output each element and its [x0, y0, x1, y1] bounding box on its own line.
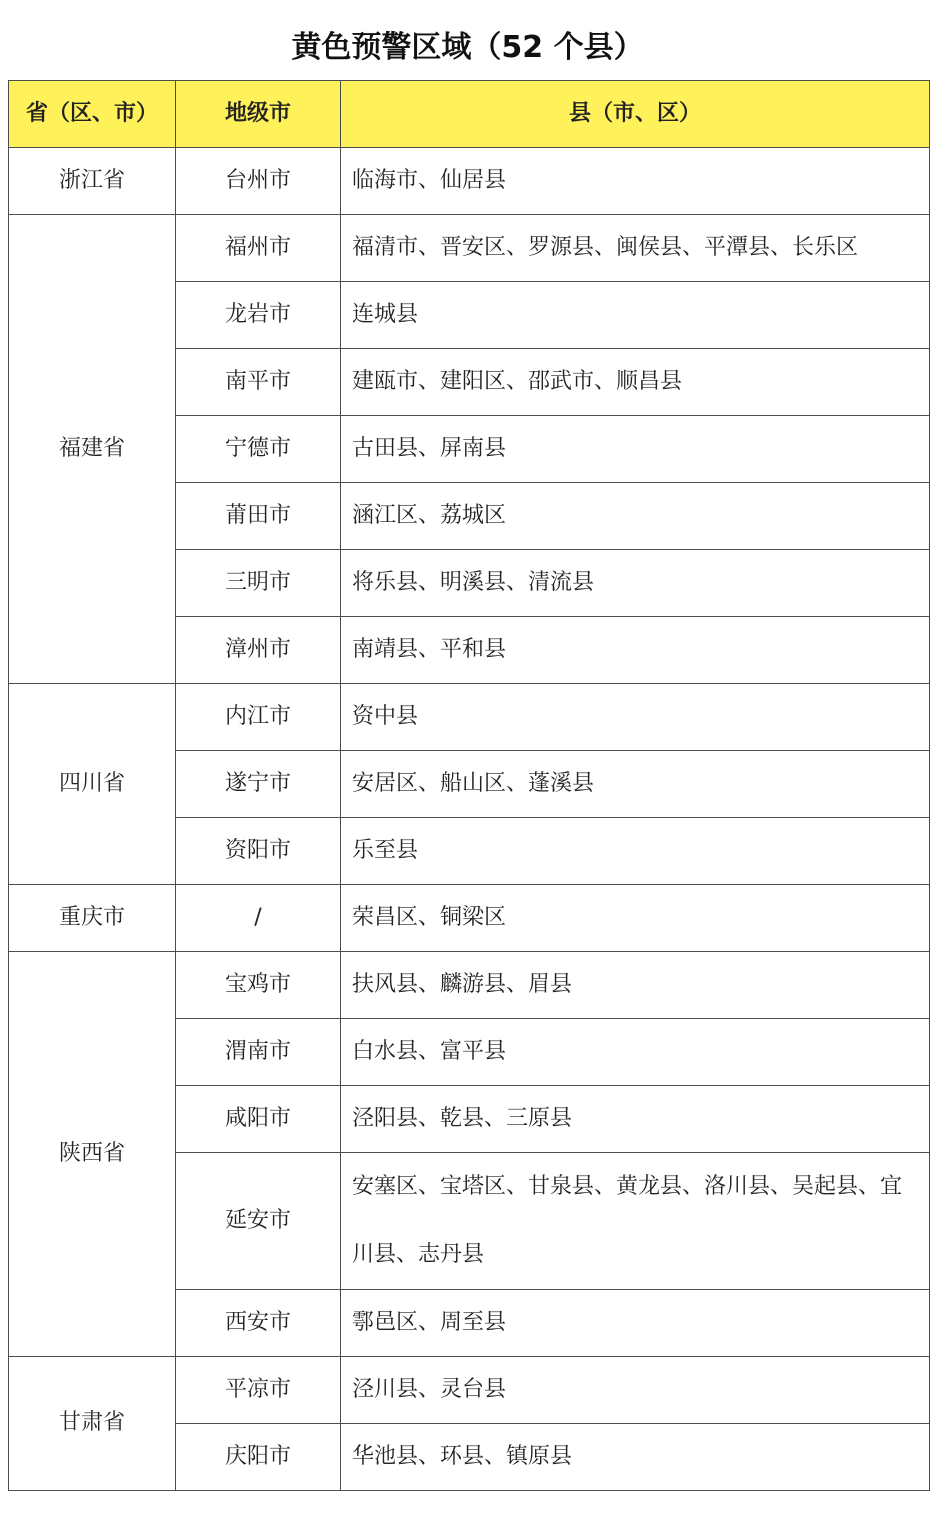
province-cell: 浙江省: [9, 148, 176, 215]
city-cell: 莆田市: [176, 483, 341, 550]
county-cell: 华池县、环县、镇原县: [341, 1424, 930, 1491]
county-cell: 南靖县、平和县: [341, 617, 930, 684]
city-cell: 平凉市: [176, 1357, 341, 1424]
city-cell: 宝鸡市: [176, 952, 341, 1019]
city-cell: 台州市: [176, 148, 341, 215]
county-cell: 连城县: [341, 282, 930, 349]
county-cell: 资中县: [341, 684, 930, 751]
province-cell: 四川省: [9, 684, 176, 885]
header-row: [9, 81, 930, 148]
city-cell: 渭南市: [176, 1019, 341, 1086]
city-cell: 南平市: [176, 349, 341, 416]
city-cell: 福州市: [176, 215, 341, 282]
warning-table: [8, 80, 930, 1491]
city-cell: 三明市: [176, 550, 341, 617]
province-cell: 福建省: [9, 215, 176, 684]
county-cell: 扶风县、麟游县、眉县: [341, 952, 930, 1019]
header-county: 县（市、区）: [341, 81, 930, 148]
city-cell: 西安市: [176, 1290, 341, 1357]
table-row: [9, 684, 930, 751]
city-cell: 漳州市: [176, 617, 341, 684]
city-cell: 资阳市: [176, 818, 341, 885]
county-cell: 福清市、晋安区、罗源县、闽侯县、平潭县、长乐区: [341, 215, 930, 282]
page-title: 黄色预警区域（52 个县）: [291, 30, 644, 65]
city-cell: 咸阳市: [176, 1086, 341, 1153]
county-cell: 安塞区、宝塔区、甘泉县、黄龙县、洛川县、吴起县、宜川县、志丹县: [341, 1153, 930, 1290]
city-cell: 遂宁市: [176, 751, 341, 818]
city-cell: 龙岩市: [176, 282, 341, 349]
header-city: 地级市: [176, 81, 341, 148]
city-cell: /: [176, 885, 341, 952]
county-cell: 建瓯市、建阳区、邵武市、顺昌县: [341, 349, 930, 416]
county-cell: 将乐县、明溪县、清流县: [341, 550, 930, 617]
county-cell: 荣昌区、铜梁区: [341, 885, 930, 952]
county-cell: 涵江区、荔城区: [341, 483, 930, 550]
table-row: [9, 885, 930, 952]
table-row: [9, 148, 930, 215]
county-cell: 乐至县: [341, 818, 930, 885]
county-cell: 白水县、富平县: [341, 1019, 930, 1086]
county-cell: 临海市、仙居县: [341, 148, 930, 215]
province-cell: 甘肃省: [9, 1357, 176, 1491]
county-cell: 鄠邑区、周至县: [341, 1290, 930, 1357]
city-cell: 延安市: [176, 1153, 341, 1290]
city-cell: 宁德市: [176, 416, 341, 483]
header-province: 省（区、市）: [9, 81, 176, 148]
table-row: [9, 1357, 930, 1424]
province-cell: 陕西省: [9, 952, 176, 1357]
table-row: [9, 952, 930, 1019]
table-header: [9, 81, 930, 148]
province-cell: 重庆市: [9, 885, 176, 952]
city-cell: 庆阳市: [176, 1424, 341, 1491]
county-cell: 安居区、船山区、蓬溪县: [341, 751, 930, 818]
county-cell: 古田县、屏南县: [341, 416, 930, 483]
county-cell: 泾阳县、乾县、三原县: [341, 1086, 930, 1153]
table-body: [9, 148, 930, 1491]
county-cell: 泾川县、灵台县: [341, 1357, 930, 1424]
city-cell: 内江市: [176, 684, 341, 751]
table-row: [9, 215, 930, 282]
